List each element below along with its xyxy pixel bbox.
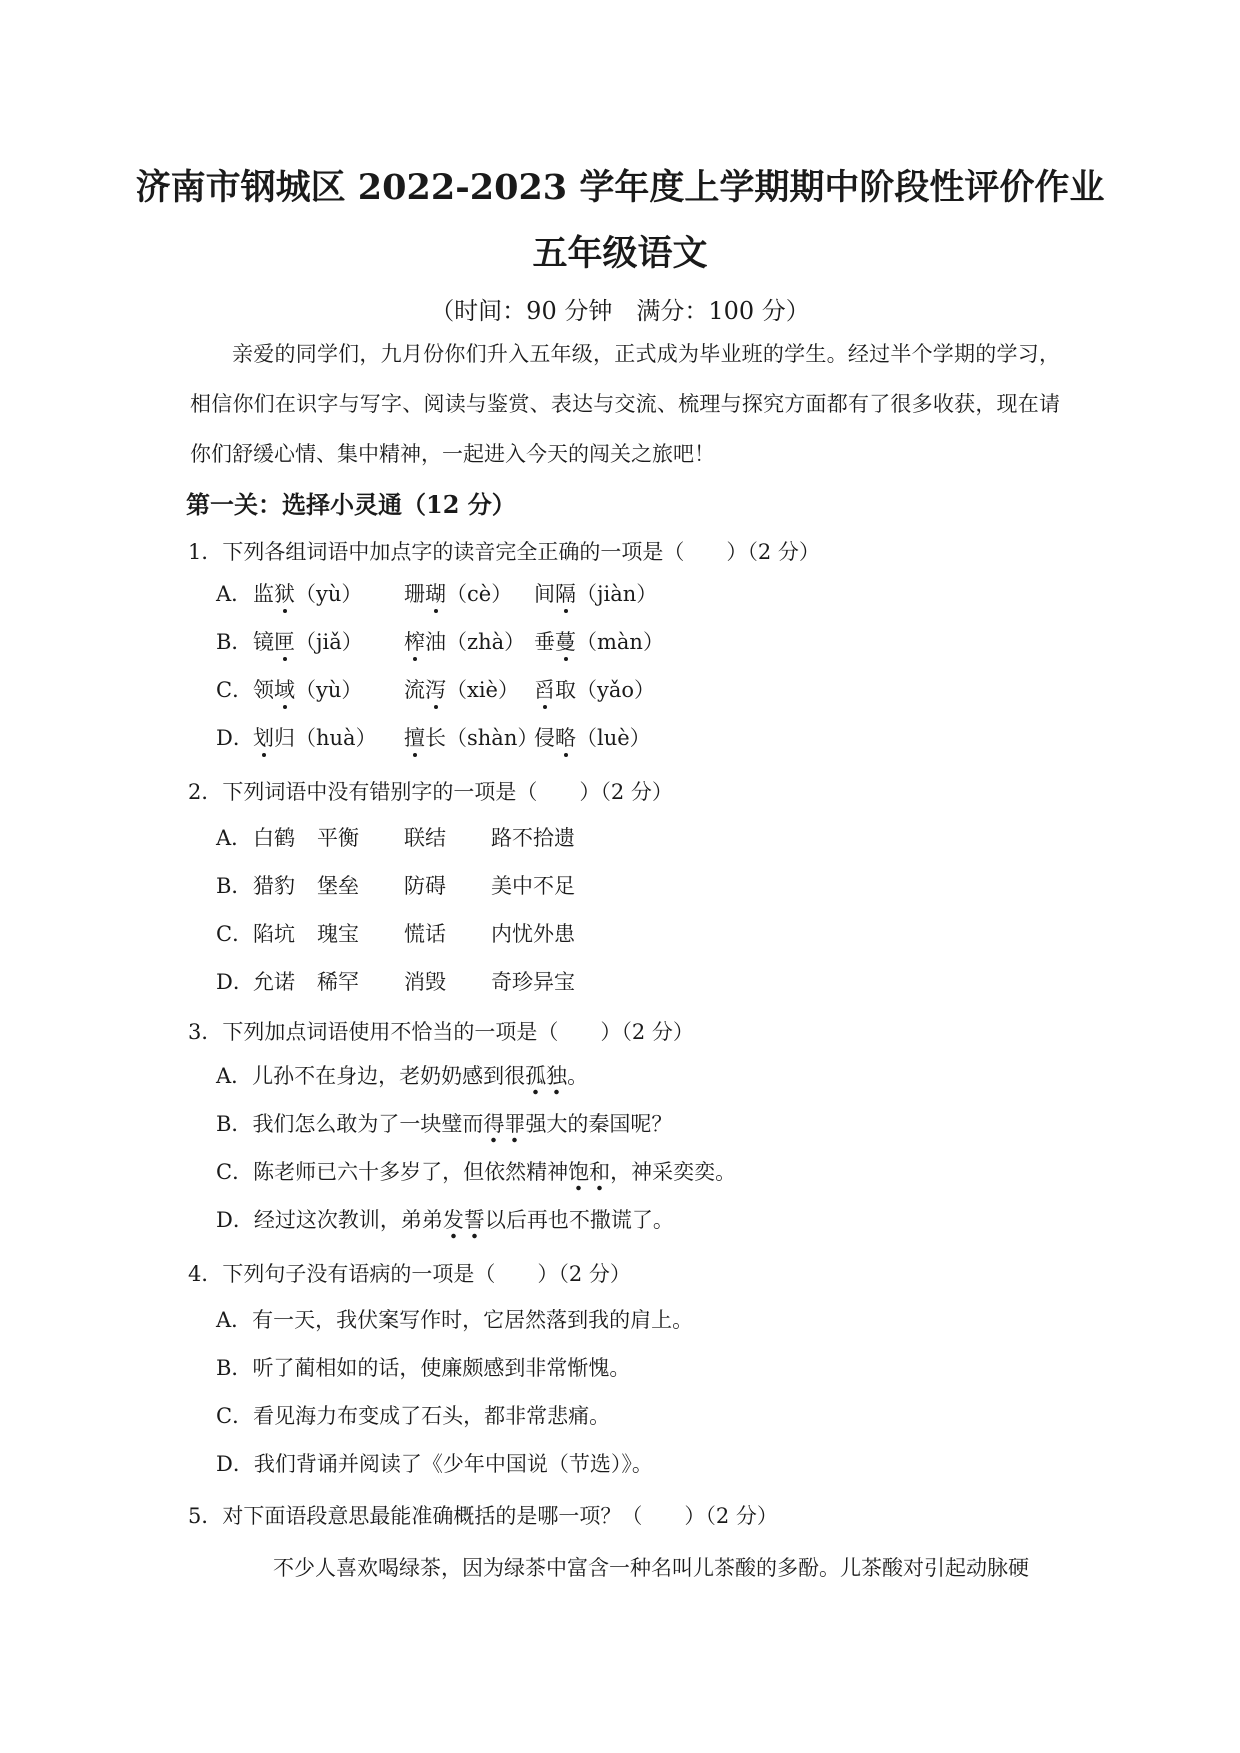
q2-word: 路不拾遗 (491, 826, 575, 850)
q2-word: 瑰宝 (317, 922, 359, 946)
intro-paragraph (190, 329, 1060, 479)
q2-word: 消毁 (404, 970, 446, 994)
q2-word: 白鹤 (253, 826, 295, 850)
q1-option-letter: D． (216, 726, 254, 750)
q2-word: 美中不足 (491, 874, 575, 898)
q3-option: B．我们怎么敢为了一块璧而得罪强大的秦国呢？ (216, 1108, 672, 1138)
question-5-stem: 5．对下面语段意思最能准确概括的是哪一项？（ ）（2 分） (188, 1504, 778, 1528)
q1-option-word: 舀取（yǎo） (534, 678, 656, 702)
q1-option-letter: A． (216, 582, 253, 606)
q2-option-letter: C． (216, 922, 254, 946)
q2-word: 堡垒 (317, 874, 359, 898)
q2-word: 慌话 (404, 922, 446, 946)
q2-word: 奇珍异宝 (491, 970, 575, 994)
q3-option: A．儿孙不在身边，老奶奶感到很孤独。 (216, 1060, 588, 1090)
q1-option-word: 镜匣（jiǎ） (253, 630, 363, 654)
q1-option-word: 侵略（luè） (534, 726, 651, 750)
q2-word: 防碍 (404, 874, 446, 898)
q2-word: 稀罕 (317, 970, 359, 994)
q1-option-word: 榨油（zhà） (404, 630, 526, 654)
q2-word: 内忧外患 (491, 922, 575, 946)
q1-option-word: 领域（yù） (253, 678, 363, 702)
q2-option-letter: B． (216, 874, 253, 898)
question-4-stem: 4．下列句子没有语病的一项是（ ）（2 分） (188, 1262, 631, 1286)
q1-option-word: 间隔（jiàn） (534, 582, 658, 606)
q1-option-word: 垂蔓（màn） (534, 630, 664, 654)
exam-info: （时间：90 分钟 满分：100 分） (430, 297, 810, 325)
q2-word: 猎豹 (253, 874, 295, 898)
q1-option-letter: C． (216, 678, 254, 702)
q4-option: C．看见海力布变成了石头，都非常悲痛。 (216, 1404, 611, 1428)
q1-option-letter: B． (216, 630, 253, 654)
exam-title: 济南市钢城区 2022-2023 学年度上学期期中阶段性评价作业 (135, 167, 1105, 208)
section-heading: 第一关：选择小灵通（12 分） (186, 490, 516, 519)
q4-option: A．有一天，我伏案写作时，它居然落到我的肩上。 (216, 1308, 694, 1332)
subject-title: 五年级语文 (532, 233, 708, 274)
question-5-passage: 不少人喜欢喝绿茶，因为绿茶中富含一种名叫儿茶酸的多酚。儿茶酸对引起动脉硬 (273, 1556, 1029, 1580)
q1-option-word: 划归（huà） (253, 726, 377, 750)
q2-word: 陷坑 (253, 922, 295, 946)
q2-option-letter: D． (216, 970, 254, 994)
q4-option: B．听了蔺相如的话，使廉颇感到非常惭愧。 (216, 1356, 631, 1380)
q2-word: 允诺 (253, 970, 295, 994)
q2-word: 联结 (404, 826, 446, 850)
question-3-stem: 3．下列加点词语使用不恰当的一项是（ ）（2 分） (188, 1020, 694, 1044)
question-1-stem: 1．下列各组词语中加点字的读音完全正确的一项是（ ）（2 分） (188, 540, 820, 564)
q1-option-word: 监狱（yù） (253, 582, 363, 606)
q2-word: 平衡 (317, 826, 359, 850)
q1-option-word: 流泻（xiè） (404, 678, 519, 702)
q1-option-word: 擅长（shàn） (404, 726, 539, 750)
q4-option: D．我们背诵并阅读了《少年中国说（节选）》。 (216, 1452, 653, 1476)
q2-option-letter: A． (216, 826, 253, 850)
q1-option-word: 珊瑚（cè） (404, 582, 513, 606)
intro-text: 亲爱的同学们，九月份你们升入五年级，正式成为毕业班的学生。经过半个学期的学习，相信你们在识字与写字、阅读与鉴赏、表达与交流、梳理与探究方面都有了很多收获，现在请你们舒缓心情、集中精神，一起进入今天的闯关之旅吧！ (190, 342, 1060, 466)
question-2-stem: 2．下列词语中没有错别字的一项是（ ）（2 分） (188, 780, 673, 804)
q3-option: C．陈老师已六十多岁了，但依然精神饱和，神采奕奕。 (216, 1156, 736, 1186)
q3-option: D．经过这次教训，弟弟发誓以后再也不撒谎了。 (216, 1204, 674, 1234)
